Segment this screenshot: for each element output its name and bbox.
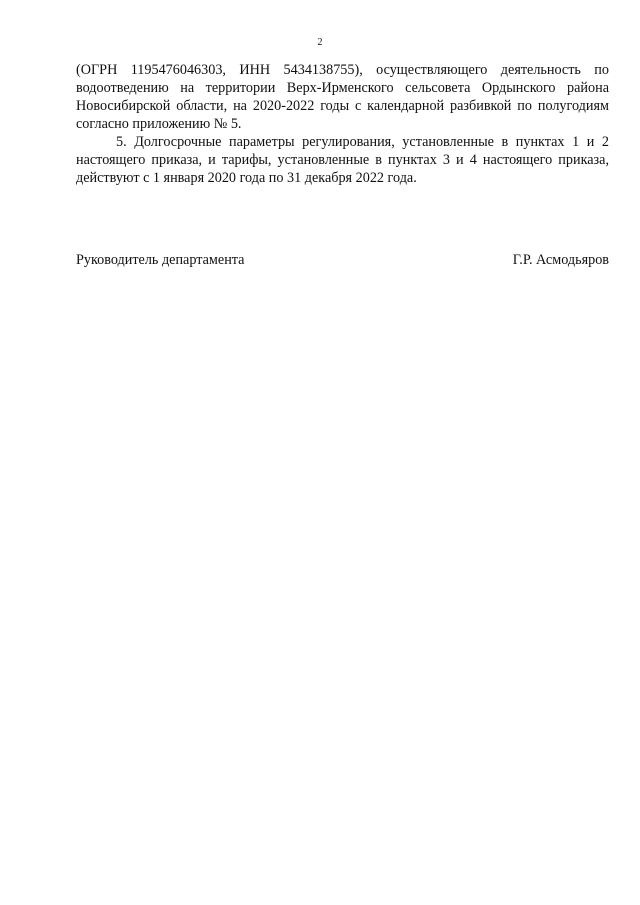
paragraph-item-5: 5. Долгосрочные параметры регулирования, установленные в пунктах 1 и 2 настоящего приказа, и тарифы, установленные в пунктах 3 и 4 настоящего приказа, действуют с 1 января 2020 года по 31 декабря 2022 года. <box>76 134 609 186</box>
signature-block <box>76 251 609 269</box>
signatory-position: Руководитель департамента <box>76 252 245 268</box>
document-body <box>76 61 609 187</box>
page-number: 2 <box>317 37 323 48</box>
paragraph-continuation: (ОГРН 1195476046303, ИНН 5434138755), осуществляющего деятельность по водоотведению на территории Верх-Ирменского сельсовета Ордынского района Новосибирской области, на 2020-2022 годы с календарной разбивкой по полугодиям согласно приложению № 5. <box>76 62 609 132</box>
signatory-name: Г.Р. Асмодьяров <box>512 252 609 268</box>
